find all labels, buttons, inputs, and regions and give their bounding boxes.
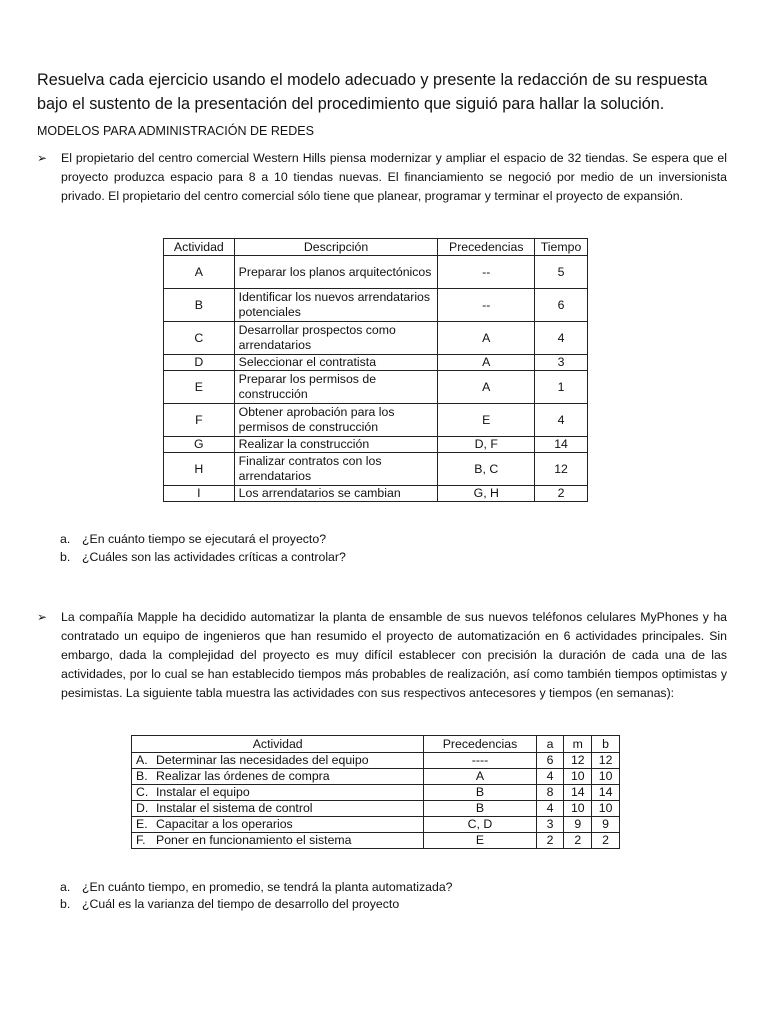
table-row — [164, 256, 588, 289]
activity-cell: C — [164, 322, 235, 355]
precedence-cell: A — [438, 355, 535, 371]
question-text: ¿Cuál es la varianza del tiempo de desarrollo del proyecto — [82, 897, 400, 911]
problem-1 — [37, 149, 727, 229]
precedence-cell: G, H — [438, 486, 535, 502]
precedence-cell: A — [438, 322, 535, 355]
question-text: ¿Cuáles son las actividades críticas a controlar? — [82, 550, 346, 564]
question-1a — [60, 531, 326, 548]
activity-name: Determinar las necesidades del equipo — [156, 753, 369, 767]
description-cell: Finalizar contratos con los arrendatarios — [234, 453, 438, 486]
activity-cell — [132, 753, 424, 769]
question-label: a. — [60, 880, 71, 894]
question-2a — [60, 879, 453, 896]
activity-letter: C. — [136, 785, 149, 799]
section-heading: MODELOS PARA ADMINISTRACIÓN DE REDES — [37, 124, 314, 138]
activity-cell: E — [164, 371, 235, 404]
time-cell: 14 — [535, 437, 588, 453]
precedence-cell: E — [424, 833, 536, 849]
table-row — [164, 437, 588, 453]
activity-name: Realizar las órdenes de compra — [156, 769, 330, 783]
column-header: Actividad — [164, 239, 235, 256]
precedence-cell: -- — [438, 256, 535, 289]
precedence-cell: A — [438, 371, 535, 404]
activities-table-2 — [131, 735, 620, 849]
description-cell: Realizar la construcción — [234, 437, 438, 453]
table-row — [132, 817, 620, 833]
activity-name: Poner en funcionamiento el sistema — [156, 833, 352, 847]
most-likely-time-cell: 10 — [564, 801, 592, 817]
activity-letter: F. — [136, 833, 146, 847]
activity-cell — [132, 833, 424, 849]
question-text: ¿En cuánto tiempo se ejecutará el proyecto? — [82, 532, 327, 546]
description-cell: Los arrendatarios se cambian — [234, 486, 438, 502]
column-header: Tiempo — [535, 239, 588, 256]
optimistic-time-cell: 2 — [536, 833, 564, 849]
activity-cell: B — [164, 289, 235, 322]
table-header-row — [132, 736, 620, 753]
problem-2-statement: La compañía Mapple ha decidido automatizar la planta de ensamble de sus nuevos teléfonos celulares MyPhones y ha contratado un equipo de ingenieros que han resumido el proyecto de automatización en 6 actividades principales. Sin embargo, dada la complejidad del proyecto es muy difícil establecer con precisión la duración de cada una de las actividades, por lo cual se han establecido tiempos más probables de realización, así como también tiempos optimistas y pesimistas. La siguiente tabla muestra las actividades con sus respectivos antecesores y tiempos (en semanas): — [61, 610, 727, 700]
table-row — [164, 486, 588, 502]
activity-cell — [132, 785, 424, 801]
time-cell: 4 — [535, 322, 588, 355]
precedence-cell: B — [424, 801, 536, 817]
optimistic-time-cell: 3 — [536, 817, 564, 833]
description-cell: Seleccionar el contratista — [234, 355, 438, 371]
description-cell: Identificar los nuevos arrendatarios potenciales — [234, 289, 438, 322]
table-row — [132, 753, 620, 769]
most-likely-time-cell: 9 — [564, 817, 592, 833]
precedence-cell: B — [424, 785, 536, 801]
table-header-row — [164, 239, 588, 256]
column-header: Descripción — [234, 239, 438, 256]
activity-letter: D. — [136, 801, 149, 815]
question-1b — [60, 549, 346, 566]
pessimistic-time-cell: 12 — [592, 753, 620, 769]
table-row — [164, 371, 588, 404]
table-row — [164, 404, 588, 437]
most-likely-time-cell: 10 — [564, 769, 592, 785]
optimistic-time-cell: 4 — [536, 769, 564, 785]
time-cell: 5 — [535, 256, 588, 289]
pessimistic-time-cell: 10 — [592, 801, 620, 817]
precedence-cell: ---- — [424, 753, 536, 769]
optimistic-time-cell: 6 — [536, 753, 564, 769]
question-2b — [60, 896, 399, 913]
optimistic-time-cell: 8 — [536, 785, 564, 801]
activity-letter: B. — [136, 769, 148, 783]
activity-cell: G — [164, 437, 235, 453]
most-likely-time-cell: 14 — [564, 785, 592, 801]
table-row — [164, 453, 588, 486]
table-row — [132, 801, 620, 817]
column-header: Precedencias — [438, 239, 535, 256]
time-cell: 6 — [535, 289, 588, 322]
description-cell: Preparar los planos arquitectónicos — [234, 256, 438, 289]
most-likely-time-cell: 12 — [564, 753, 592, 769]
table-row — [132, 769, 620, 785]
question-label: b. — [60, 897, 71, 911]
precedence-cell: -- — [438, 289, 535, 322]
column-header: a — [536, 736, 564, 753]
question-label: a. — [60, 532, 71, 546]
most-likely-time-cell: 2 — [564, 833, 592, 849]
bullet-arrow-icon: ➢ — [37, 610, 48, 624]
column-header: Actividad — [132, 736, 424, 753]
pessimistic-time-cell: 2 — [592, 833, 620, 849]
table-row — [164, 322, 588, 355]
bullet-arrow-icon: ➢ — [37, 151, 48, 165]
pessimistic-time-cell: 9 — [592, 817, 620, 833]
description-cell: Preparar los permisos de construcción — [234, 371, 438, 404]
description-cell: Obtener aprobación para los permisos de construcción — [234, 404, 438, 437]
activity-name: Instalar el sistema de control — [156, 801, 313, 815]
precedence-cell: C, D — [424, 817, 536, 833]
time-cell: 1 — [535, 371, 588, 404]
instructions-paragraph: Resuelva cada ejercicio usando el modelo adecuado y presente la redacción de su respuesta bajo el sustento de la presentación del procedimiento que siguió para hallar la solución. — [37, 71, 708, 113]
time-cell: 2 — [535, 486, 588, 502]
description-cell: Desarrollar prospectos como arrendatarios — [234, 322, 438, 355]
pessimistic-time-cell: 10 — [592, 769, 620, 785]
activity-cell: A — [164, 256, 235, 289]
activity-letter: E. — [136, 817, 148, 831]
question-text: ¿En cuánto tiempo, en promedio, se tendrá la planta automatizada? — [82, 880, 453, 894]
column-header: b — [592, 736, 620, 753]
precedence-cell: A — [424, 769, 536, 785]
optimistic-time-cell: 4 — [536, 801, 564, 817]
table-row — [132, 833, 620, 849]
column-header: m — [564, 736, 592, 753]
column-header: Precedencias — [424, 736, 536, 753]
problem-1-statement: El propietario del centro comercial Western Hills piensa modernizar y ampliar el espacio de 32 tiendas. Se espera que el proyecto produzca espacio para 8 a 10 tiendas nuevas. El financiamiento se negoció por medio de un inversionista privado. El propietario del centro comercial sólo tiene que planear, programar y terminar el proyecto de expansión. — [61, 151, 727, 203]
activity-name: Instalar el equipo — [156, 785, 250, 799]
activity-letter: A. — [136, 753, 148, 767]
precedence-cell: B, C — [438, 453, 535, 486]
precedence-cell: E — [438, 404, 535, 437]
activity-cell: F — [164, 404, 235, 437]
precedence-cell: D, F — [438, 437, 535, 453]
question-label: b. — [60, 550, 71, 564]
activity-cell — [132, 817, 424, 833]
activity-cell: I — [164, 486, 235, 502]
activity-cell — [132, 769, 424, 785]
table-row — [164, 355, 588, 371]
time-cell: 12 — [535, 453, 588, 486]
activity-cell: H — [164, 453, 235, 486]
activities-table-1 — [163, 238, 588, 502]
activity-cell: D — [164, 355, 235, 371]
problem-2 — [37, 608, 727, 718]
table-row — [132, 785, 620, 801]
time-cell: 3 — [535, 355, 588, 371]
activity-name: Capacitar a los operarios — [156, 817, 293, 831]
time-cell: 4 — [535, 404, 588, 437]
activity-cell — [132, 801, 424, 817]
pessimistic-time-cell: 14 — [592, 785, 620, 801]
table-row — [164, 289, 588, 322]
